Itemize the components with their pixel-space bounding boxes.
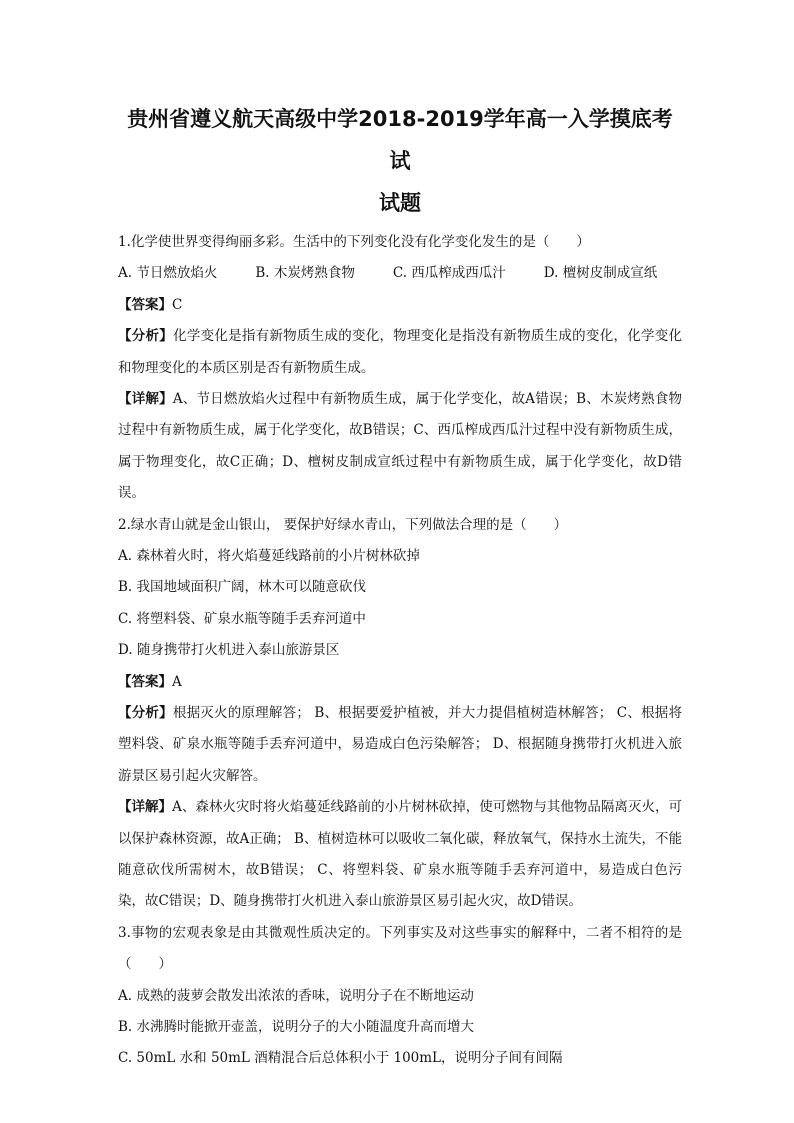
question-1-option-d: D. 檀树皮制成宣纸 bbox=[543, 265, 658, 282]
detail-text: A、节日燃放焰火过程中有新物质生成，属于化学变化，故A错误；B、木炭烤熟食物过程中有新物质生成，属于化学变化，故B错误；C、西瓜榨成西瓜汁过程中没有新物质生成，属于物理变化，故C正确；D、檀树皮制成宣纸过程中有新物质生成，属于化学变化，故D错误。 bbox=[118, 390, 683, 502]
question-2-detail bbox=[118, 792, 682, 918]
title-line-1: 贵州省遵义航天高级中学2018-2019学年高一入学摸底考试 bbox=[127, 107, 673, 173]
title-line-2: 试题 bbox=[379, 191, 421, 215]
detail-tag: 【详解】 bbox=[118, 390, 173, 407]
question-1-answer bbox=[118, 290, 682, 321]
analysis-text: 根据灭火的原理解答； B、根据要爱护植被，并大力提倡植树造林解答； C、根据将塑料袋、矿泉水瓶等随手丢弃河道中，易造成白色污染解答； D、根据随身携带打火机进入旅游景区易引起火灾解答。 bbox=[118, 704, 682, 784]
question-3-stem: 3.事物的宏观表象是由其微观性质决定的。下列事实及对这些事实的解释中，二者不相符的是（ ） bbox=[118, 924, 682, 973]
question-1-stem: 1.化学使世界变得绚丽多彩。生活中的下列变化没有化学变化发生的是（ ） bbox=[118, 234, 590, 250]
document-page bbox=[118, 98, 682, 1075]
question-2-stem: 2.绿水青山就是金山银山， 要保护好绿水青山，下列做法合理的是（ ） bbox=[118, 516, 568, 533]
question-1-detail bbox=[118, 384, 682, 510]
question-3-option-b: B. 水沸腾时能掀开壶盖，说明分子的大小随温度升高而增大 bbox=[118, 1019, 475, 1035]
answer-value: C bbox=[172, 296, 183, 313]
analysis-tag: 【分析】 bbox=[118, 328, 174, 345]
analysis-tag: 【分析】 bbox=[118, 704, 173, 721]
detail-tag: 【详解】 bbox=[118, 799, 173, 816]
question-3-option-c: C. 50mL 水和 50mL 酒精混合后总体积小于 100mL，说明分子间有间隔 bbox=[118, 1050, 563, 1067]
question-1-options bbox=[118, 258, 682, 289]
question-2-option-a: A. 森林着火时，将火焰蔓延线路前的小片树林砍掉 bbox=[118, 548, 420, 564]
question-1-analysis bbox=[118, 321, 682, 384]
detail-text: A、森林火灾时将火焰蔓延线路前的小片树林砍掉，使可燃物与其他物品隔离灭火，可以保护森林资源，故A正确； B、植树造林可以吸收二氧化碳，释放氧气，保持水土流失，不能随意砍伐所需树木，故B错误； C、将塑料袋、矿泉水瓶等随手丢弃河道中，易造成白色污染，故C错误；D、随身携带打火机进入泰山旅游景区易引起火灾，故D错误。 bbox=[118, 799, 683, 910]
question-2-analysis bbox=[118, 698, 682, 792]
answer-value: A bbox=[172, 673, 182, 690]
question-2-answer bbox=[118, 667, 682, 698]
document-title bbox=[118, 98, 682, 224]
question-2-option-b: B. 我国地域面积广阔，林木可以随意砍伐 bbox=[118, 579, 367, 596]
answer-tag: 【答案】 bbox=[118, 296, 172, 313]
answer-tag: 【答案】 bbox=[118, 673, 172, 690]
question-3-option-a: A. 成熟的菠萝会散发出浓浓的香味，说明分子在不断地运动 bbox=[118, 987, 474, 1004]
question-2-option-d: D. 随身携带打火机进入泰山旅游景区 bbox=[118, 642, 340, 659]
question-1-option-a: A. 节日燃放焰火 bbox=[118, 265, 218, 282]
question-1-option-c: C. 西瓜榨成西瓜汁 bbox=[392, 265, 506, 282]
analysis-text: 化学变化是指有新物质生成的变化，物理变化是指没有新物质生成的变化，化学变化和物理变化的本质区别是否有新物质生成。 bbox=[118, 328, 683, 376]
question-1-option-b: B. 木炭烤熟食物 bbox=[255, 265, 355, 282]
question-2-option-c: C. 将塑料袋、矿泉水瓶等随手丢弃河道中 bbox=[118, 610, 366, 627]
document-content bbox=[118, 227, 682, 1075]
